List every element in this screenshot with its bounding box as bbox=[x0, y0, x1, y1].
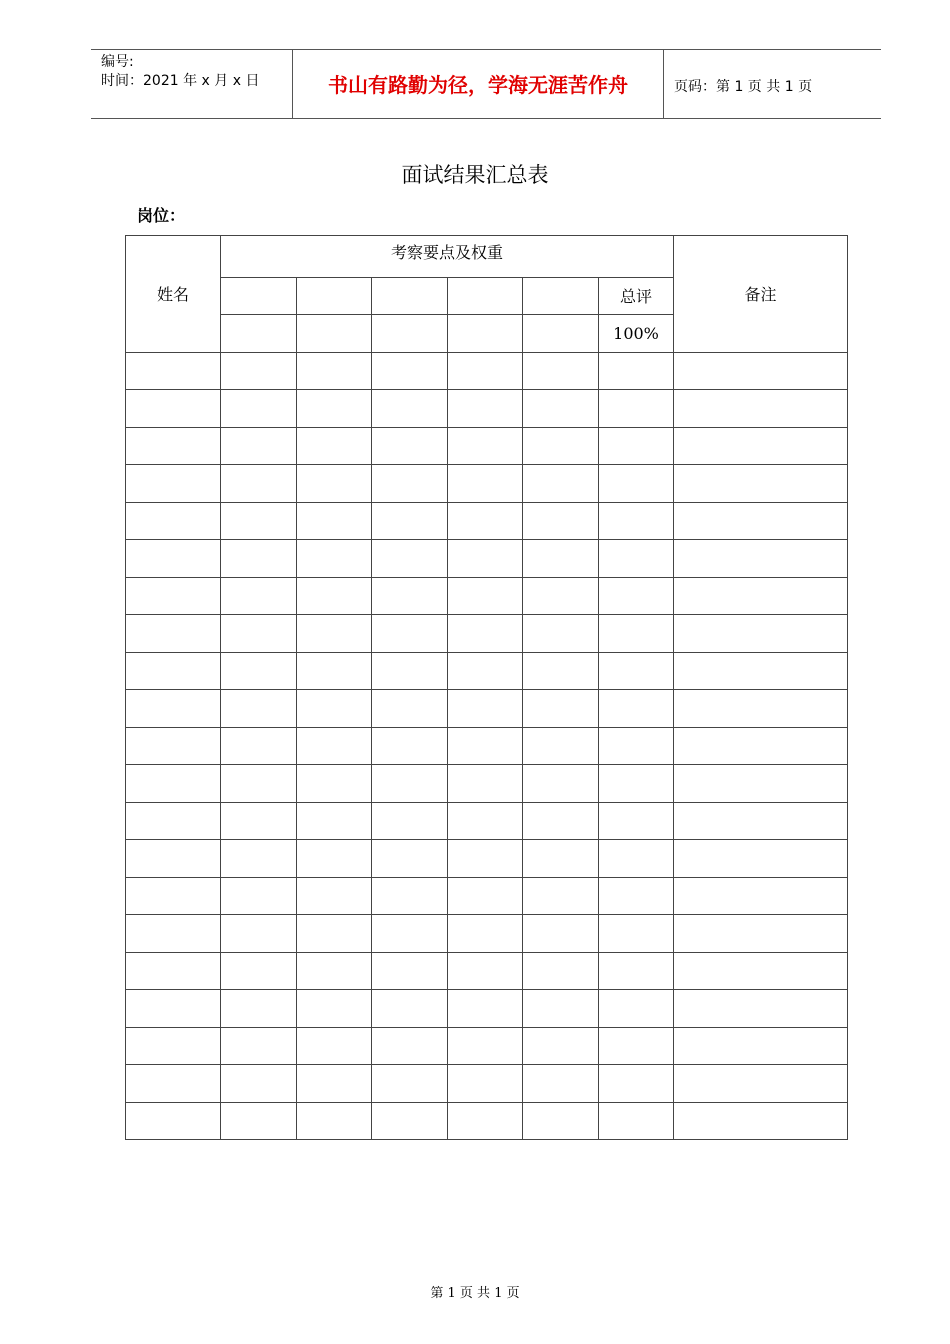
table-cell[interactable] bbox=[221, 540, 297, 578]
motto-text: 书山有路勤为径，学海无涯苦作舟 bbox=[328, 73, 628, 97]
table-cell[interactable] bbox=[599, 577, 674, 615]
table-cell[interactable] bbox=[448, 652, 523, 690]
time-label: 时间：2021 年 x 月 x 日 bbox=[101, 73, 260, 89]
table-row bbox=[126, 427, 848, 465]
table-cell[interactable] bbox=[523, 502, 599, 540]
table-cell[interactable] bbox=[372, 352, 448, 390]
page-header bbox=[91, 49, 881, 119]
table-cell[interactable] bbox=[126, 352, 221, 390]
table-cell[interactable] bbox=[372, 915, 448, 953]
page-code: 页码：第 1 页 共 1 页 bbox=[674, 79, 813, 95]
table-cell[interactable] bbox=[297, 390, 372, 428]
table-cell[interactable] bbox=[297, 840, 372, 878]
table-cell[interactable] bbox=[297, 502, 372, 540]
table-cell[interactable] bbox=[448, 727, 523, 765]
table-cell[interactable] bbox=[674, 352, 848, 390]
table-cell[interactable] bbox=[372, 990, 448, 1028]
table-cell[interactable] bbox=[126, 465, 221, 503]
table-cell[interactable] bbox=[126, 577, 221, 615]
number-label: 编号: bbox=[101, 54, 134, 70]
table-cell[interactable] bbox=[523, 615, 599, 653]
table-cell[interactable] bbox=[599, 1065, 674, 1103]
table-row bbox=[126, 765, 848, 803]
table-cell[interactable] bbox=[674, 952, 848, 990]
table-cell[interactable] bbox=[448, 465, 523, 503]
table-cell[interactable] bbox=[674, 465, 848, 503]
table-row bbox=[126, 577, 848, 615]
table-cell[interactable] bbox=[523, 465, 599, 503]
table-cell[interactable] bbox=[126, 652, 221, 690]
table-cell[interactable] bbox=[126, 915, 221, 953]
weight-cell[interactable] bbox=[523, 315, 599, 353]
table-cell[interactable] bbox=[221, 577, 297, 615]
table-cell[interactable] bbox=[674, 540, 848, 578]
table-cell[interactable] bbox=[126, 952, 221, 990]
table-cell[interactable] bbox=[599, 765, 674, 803]
table-cell[interactable] bbox=[297, 1065, 372, 1103]
header-row-1 bbox=[126, 236, 848, 278]
table-cell[interactable] bbox=[523, 765, 599, 803]
table-cell[interactable] bbox=[221, 1065, 297, 1103]
table-cell[interactable] bbox=[126, 1065, 221, 1103]
table-cell[interactable] bbox=[674, 840, 848, 878]
table-row bbox=[126, 802, 848, 840]
table-cell[interactable] bbox=[297, 352, 372, 390]
total-weight: 100% bbox=[599, 315, 674, 353]
table-cell[interactable] bbox=[523, 727, 599, 765]
table-row bbox=[126, 952, 848, 990]
table-cell[interactable] bbox=[372, 427, 448, 465]
table-cell[interactable] bbox=[599, 427, 674, 465]
table-cell[interactable] bbox=[599, 465, 674, 503]
table-cell[interactable] bbox=[221, 765, 297, 803]
table-cell[interactable] bbox=[448, 540, 523, 578]
table-row bbox=[126, 652, 848, 690]
table-row bbox=[126, 352, 848, 390]
table-cell[interactable] bbox=[599, 540, 674, 578]
table-row bbox=[126, 990, 848, 1028]
table-cell[interactable] bbox=[448, 765, 523, 803]
table-cell[interactable] bbox=[221, 352, 297, 390]
table-cell[interactable] bbox=[523, 390, 599, 428]
table-cell[interactable] bbox=[221, 990, 297, 1028]
table-cell[interactable] bbox=[297, 577, 372, 615]
table-cell[interactable] bbox=[126, 390, 221, 428]
table-cell[interactable] bbox=[523, 1065, 599, 1103]
table-cell[interactable] bbox=[221, 915, 297, 953]
table-cell[interactable] bbox=[372, 877, 448, 915]
table-row bbox=[126, 727, 848, 765]
table-cell[interactable] bbox=[297, 877, 372, 915]
table-cell[interactable] bbox=[674, 1027, 848, 1065]
table-cell[interactable] bbox=[126, 427, 221, 465]
table-row bbox=[126, 915, 848, 953]
table-cell[interactable] bbox=[448, 690, 523, 728]
total-header: 总评 bbox=[599, 277, 674, 315]
table-cell[interactable] bbox=[372, 465, 448, 503]
table-cell[interactable] bbox=[448, 802, 523, 840]
table-cell[interactable] bbox=[126, 840, 221, 878]
weight-cell[interactable] bbox=[297, 315, 372, 353]
header-motto-cell bbox=[292, 50, 664, 118]
table-cell[interactable] bbox=[221, 652, 297, 690]
table-cell[interactable] bbox=[126, 877, 221, 915]
table-cell[interactable] bbox=[599, 952, 674, 990]
table-cell[interactable] bbox=[297, 540, 372, 578]
table-cell[interactable] bbox=[674, 1065, 848, 1103]
table-cell[interactable] bbox=[448, 502, 523, 540]
table-cell[interactable] bbox=[221, 1102, 297, 1140]
table-cell[interactable] bbox=[523, 1027, 599, 1065]
table-cell[interactable] bbox=[372, 577, 448, 615]
table-cell[interactable] bbox=[674, 915, 848, 953]
table-cell[interactable] bbox=[599, 915, 674, 953]
table-row bbox=[126, 390, 848, 428]
table-cell[interactable] bbox=[674, 727, 848, 765]
table-cell[interactable] bbox=[599, 990, 674, 1028]
table-cell[interactable] bbox=[674, 390, 848, 428]
table-cell[interactable] bbox=[126, 502, 221, 540]
table-cell[interactable] bbox=[448, 427, 523, 465]
table-cell[interactable] bbox=[674, 427, 848, 465]
table-cell[interactable] bbox=[372, 390, 448, 428]
table-row bbox=[126, 1102, 848, 1140]
table-cell[interactable] bbox=[599, 727, 674, 765]
table-cell[interactable] bbox=[523, 427, 599, 465]
table-cell[interactable] bbox=[674, 502, 848, 540]
table-cell[interactable] bbox=[674, 802, 848, 840]
table-cell[interactable] bbox=[297, 990, 372, 1028]
table-cell[interactable] bbox=[372, 840, 448, 878]
table-cell[interactable] bbox=[448, 1065, 523, 1103]
table-cell[interactable] bbox=[372, 727, 448, 765]
header-meta bbox=[91, 50, 292, 118]
table-cell[interactable] bbox=[599, 877, 674, 915]
table-cell[interactable] bbox=[297, 652, 372, 690]
table-row bbox=[126, 540, 848, 578]
table-cell[interactable] bbox=[599, 502, 674, 540]
table-cell[interactable] bbox=[599, 1027, 674, 1065]
table-cell[interactable] bbox=[221, 615, 297, 653]
table-cell[interactable] bbox=[372, 540, 448, 578]
table-cell[interactable] bbox=[599, 690, 674, 728]
table-cell[interactable] bbox=[221, 727, 297, 765]
criteria-cell[interactable] bbox=[297, 277, 372, 315]
table-row bbox=[126, 840, 848, 878]
table-cell[interactable] bbox=[126, 615, 221, 653]
table-cell[interactable] bbox=[448, 577, 523, 615]
table-row bbox=[126, 615, 848, 653]
table-cell[interactable] bbox=[674, 690, 848, 728]
table-cell[interactable] bbox=[448, 840, 523, 878]
table-cell[interactable] bbox=[448, 915, 523, 953]
table-cell[interactable] bbox=[674, 615, 848, 653]
table-cell[interactable] bbox=[599, 1102, 674, 1140]
table-cell[interactable] bbox=[297, 1027, 372, 1065]
criteria-header: 考察要点及权重 bbox=[221, 236, 674, 278]
table-cell[interactable] bbox=[126, 990, 221, 1028]
table-cell[interactable] bbox=[523, 577, 599, 615]
table-cell[interactable] bbox=[523, 990, 599, 1028]
table-cell[interactable] bbox=[297, 427, 372, 465]
table-cell[interactable] bbox=[297, 952, 372, 990]
table-cell[interactable] bbox=[297, 1102, 372, 1140]
table-cell[interactable] bbox=[221, 802, 297, 840]
table-cell[interactable] bbox=[126, 802, 221, 840]
criteria-cell[interactable] bbox=[523, 277, 599, 315]
table-cell[interactable] bbox=[221, 390, 297, 428]
table-cell[interactable] bbox=[448, 990, 523, 1028]
table-cell[interactable] bbox=[297, 802, 372, 840]
table-row bbox=[126, 1065, 848, 1103]
table-cell[interactable] bbox=[448, 390, 523, 428]
table-cell[interactable] bbox=[674, 877, 848, 915]
table-cell[interactable] bbox=[523, 802, 599, 840]
table-cell[interactable] bbox=[372, 952, 448, 990]
table-cell[interactable] bbox=[523, 652, 599, 690]
table-cell[interactable] bbox=[599, 802, 674, 840]
table-cell[interactable] bbox=[674, 990, 848, 1028]
table-cell[interactable] bbox=[221, 427, 297, 465]
table-cell[interactable] bbox=[674, 765, 848, 803]
table-cell[interactable] bbox=[523, 352, 599, 390]
table-cell[interactable] bbox=[221, 840, 297, 878]
table-cell[interactable] bbox=[297, 727, 372, 765]
table-cell[interactable] bbox=[448, 1027, 523, 1065]
table-cell[interactable] bbox=[372, 1065, 448, 1103]
table-cell[interactable] bbox=[599, 352, 674, 390]
document-title: 面试结果汇总表 bbox=[401, 163, 549, 187]
table-cell[interactable] bbox=[372, 690, 448, 728]
table-cell[interactable] bbox=[599, 652, 674, 690]
table-cell[interactable] bbox=[126, 540, 221, 578]
weight-cell[interactable] bbox=[221, 315, 297, 353]
name-header: 姓名 bbox=[126, 236, 221, 353]
table-cell[interactable] bbox=[372, 502, 448, 540]
table-cell[interactable] bbox=[448, 877, 523, 915]
page-footer: 第 1 页 共 1 页 bbox=[430, 1286, 520, 1301]
table-cell[interactable] bbox=[599, 615, 674, 653]
weight-cell[interactable] bbox=[448, 315, 523, 353]
table-cell[interactable] bbox=[297, 765, 372, 803]
table-cell[interactable] bbox=[523, 1102, 599, 1140]
table-cell[interactable] bbox=[448, 952, 523, 990]
table-cell[interactable] bbox=[448, 1102, 523, 1140]
table-cell[interactable] bbox=[523, 690, 599, 728]
table-cell[interactable] bbox=[297, 690, 372, 728]
table-row bbox=[126, 465, 848, 503]
table-cell[interactable] bbox=[221, 877, 297, 915]
table-cell[interactable] bbox=[221, 952, 297, 990]
table-cell[interactable] bbox=[297, 465, 372, 503]
criteria-cell[interactable] bbox=[221, 277, 297, 315]
table-cell[interactable] bbox=[599, 390, 674, 428]
table-cell[interactable] bbox=[221, 690, 297, 728]
table-cell[interactable] bbox=[126, 690, 221, 728]
table-cell[interactable] bbox=[372, 1027, 448, 1065]
table-cell[interactable] bbox=[297, 915, 372, 953]
criteria-cell[interactable] bbox=[448, 277, 523, 315]
table-cell[interactable] bbox=[674, 577, 848, 615]
post-label: 岗位： bbox=[137, 206, 186, 225]
criteria-cell[interactable] bbox=[372, 277, 448, 315]
table-cell[interactable] bbox=[372, 1102, 448, 1140]
table-cell[interactable] bbox=[523, 915, 599, 953]
table-cell[interactable] bbox=[523, 952, 599, 990]
table-cell[interactable] bbox=[674, 652, 848, 690]
table-row bbox=[126, 1027, 848, 1065]
table-cell[interactable] bbox=[221, 465, 297, 503]
table-cell[interactable] bbox=[523, 540, 599, 578]
table-cell[interactable] bbox=[126, 727, 221, 765]
table-cell[interactable] bbox=[126, 765, 221, 803]
table-cell[interactable] bbox=[372, 615, 448, 653]
table-cell[interactable] bbox=[448, 615, 523, 653]
table-cell[interactable] bbox=[372, 802, 448, 840]
interview-summary-table bbox=[125, 235, 848, 1140]
table-cell[interactable] bbox=[297, 615, 372, 653]
table-cell[interactable] bbox=[372, 765, 448, 803]
remarks-header: 备注 bbox=[674, 236, 848, 353]
table-row bbox=[126, 502, 848, 540]
weight-cell[interactable] bbox=[372, 315, 448, 353]
table-cell[interactable] bbox=[126, 1102, 221, 1140]
table-cell[interactable] bbox=[221, 1027, 297, 1065]
table-cell[interactable] bbox=[221, 502, 297, 540]
table-row bbox=[126, 877, 848, 915]
table-cell[interactable] bbox=[523, 840, 599, 878]
header-page-cell bbox=[664, 50, 881, 118]
table-cell[interactable] bbox=[674, 1102, 848, 1140]
table-cell[interactable] bbox=[372, 652, 448, 690]
table-cell[interactable] bbox=[599, 840, 674, 878]
table-cell[interactable] bbox=[126, 1027, 221, 1065]
table-row bbox=[126, 690, 848, 728]
table-cell[interactable] bbox=[523, 877, 599, 915]
table-cell[interactable] bbox=[448, 352, 523, 390]
